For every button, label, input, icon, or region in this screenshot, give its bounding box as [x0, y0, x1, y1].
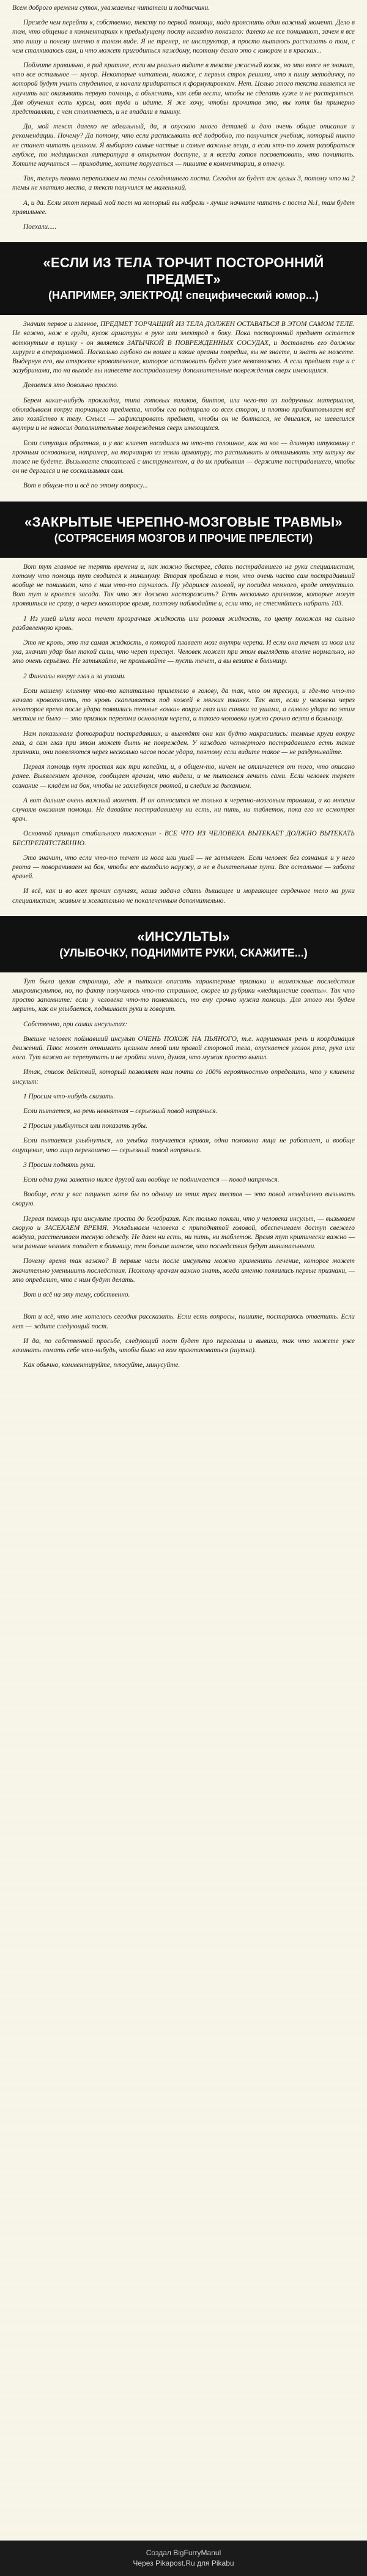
section-banner-head-trauma [0, 502, 367, 558]
section-paragraph: 2 Просим улыбнуться или показать зубы. [23, 1122, 147, 1130]
section-title: «ЕСЛИ ИЗ ТЕЛА ТОРЧИТ ПОСТОРОННИЙ ПРЕДМЕТ» [43, 255, 324, 287]
section-body-strokes [0, 974, 367, 1309]
section-subtitle: (СОТРЯСЕНИЯ МОЗГОВ И ПРОЧИЕ ПРЕЛЕСТИ) [54, 531, 313, 544]
section-paragraph: 1 Из ушей и/или носа течет прозрачная жидкость или розовая жидкость, по цвету похожая на сильно разбавленную кровь. [12, 615, 355, 632]
section-banner-strokes [0, 916, 367, 972]
section-paragraph: Собственно, при самих инсультах: [23, 1020, 128, 1028]
section-paragraph: И всё, как и во всех прочих случаях, наша задача сдать дышащее и моргающее сердечное тело на руки специалистам, живым и желательно не покалеченным дополнительно. [12, 887, 355, 905]
section-title: «ЗАКРЫТЫЕ ЧЕРЕПНО-МОЗГОВЫЕ ТРАВМЫ» [24, 514, 343, 530]
intro-paragraph: А, и да. Если этот первый мой пост на который вы набрели - лучше начните читать с поста №1, там будет правильнее. [12, 199, 355, 216]
intro-paragraph: Да, мой текст далеко не идеальный, да, я опускаю много деталей и даю очень общие описания и рекомендации. Почему? Да потому, что если расписывать всё подробно, то получится учебник, который никто не станет читать целиком. Я выбираю самые частые и самые важные вещи, а если кто-то хочет разобраться глубже, то медицинская литература в открытом доступе, и я всегда готов посоветовать, что почитать. Хотите научиться — приходите, хотите поругаться — пишите в комментарии, я отвечу. [12, 123, 355, 168]
section-paragraph: Это не кровь, это та самая жидкость, в которой плавает мозг внутри черепа. И если она течет из носа или уха, значит удар был такой силы, что череп треснул. Человек может при этом выглядеть вполне нормально, но это очень серьёзно. Не затыкайте, не промывайте — пусть течет, а вы везите в больницу. [12, 638, 355, 665]
section-subtitle: (НАПРИМЕР, ЭЛЕКТРОД! специфический юмор...) [48, 289, 319, 302]
outro-block [0, 1309, 367, 1379]
footer-author-line: Создал BigFurryManul [146, 2548, 221, 2557]
section-paragraph: Внешне человек поймавший инсульт ОЧЕНЬ ПОХОЖ НА ПЬЯНОГО, т.е. нарушенная речь и координация движений. Плюс может отнимать целиком левой или правой стороной тела, опускается уголок рта, рука или нога. Тут важно не перепутать и не пройти мимо, думая, что мужик просто выпил. [12, 1035, 355, 1062]
section-paragraph: Вообще, если у вас пациент хотя бы по одному из этих трех тестов — это повод немедленно вызывать скорую. [12, 1191, 355, 1208]
section-paragraph: Берем какие-нибудь прокладки, типа готовых валиков, бинтов, или чего-то из подручных материалов, обкладываем вокруг торчащего предмета, чтобы его подпирало со всех сторон, и плотно прибинтовываем всё это хозяйство к телу. Смысл — зафиксировать предмет, чтобы он не болтался, не двигался, не шевелился внутри и не наносил дополнительные повреждения сверх имеющихся. [12, 396, 355, 432]
intro-paragraph: Поехали..... [23, 223, 57, 231]
outro-paragraph: Вот и всё, что мне хотелось сегодня рассказать. Если есть вопросы, пишите, постараюсь ответить. Если нет — ждите следующий пост. [12, 1313, 355, 1330]
section-paragraph: Значит первое и главное, ПРЕДМЕТ ТОРЧАЩИЙ ИЗ ТЕЛА ДОЛЖЕН ОСТАВАТЬСЯ В ЭТОМ САМОМ ТЕЛЕ. Не важно, нож в груди, кусок арматуры в руке или электрод в боку. Пока посторонний предмет остается воткнутым в тушку - он является ЗАТЫЧКОЙ В ПОВРЕЖДЕННЫХ СОСУДАХ, и доставать его должны хирурги в операционной. Насколько глубоко он вошел и какие органы повредил, вы не знаете, и знать не можете. Выдернув его, вы откроете кровотечение, которое остановить будет уже невозможно. А если предмет еще и с зазубринами, то на выходе вы нанесете пострадавшему дополнительные повреждения сверх имеющихся. [12, 320, 355, 375]
section-body-head-trauma [0, 559, 367, 915]
section-paragraph: 1 Просим что-нибудь сказать. [23, 1092, 116, 1100]
outro-paragraph: Как обычно, комментируйте, плюсуйте, минусуйте. [23, 1361, 180, 1369]
section-banner-foreign-object [0, 242, 367, 315]
section-paragraph: Если пытается улыбнуться, но улыбка получается кривая, одна половина лица не работает, и вообще ощущение, что лицо перекошено — серьезный повод напрячься. [12, 1137, 355, 1154]
section-paragraph: Это значит, что если что-то течет из носа или ушей — не затыкаем. Если человек без сознания и у него рвота — поворачиваем на бок, чтобы все выходило наружу, а не в дыхательные пути. Все остальное — забота врачей. [12, 854, 355, 881]
intro-block [0, 0, 367, 241]
intro-paragraph: Прежде чем перейти к, собственно, тексту по первой помощи, надо прояснить один важный момент. Дело в том, что общение в комментариях к предыдущему посту наглядно показало: далеко не все понимают, зачем я все это пишу и почему именно в таком виде. Я не тренер, не инструктор, я просто пытаюсь рассказать о том, с чем сталкиваюсь сам, и что может пригодиться каждому, поэтому делаю это с юмором и в красках... [12, 19, 355, 54]
section-paragraph: 2 Фингалы вокруг глаз и за ушами. [23, 672, 126, 680]
section-paragraph: Делается это довольно просто. [23, 382, 119, 390]
section-paragraph: Основной принцип стабильного положения - ВСЕ ЧТО ИЗ ЧЕЛОВЕКА ВЫТЕКАЕТ ДОЛЖНО ВЫТЕКАТЬ БЕСПРЕПЯТСТВЕННО. [12, 830, 355, 847]
section-title: «ИНСУЛЬТЫ» [137, 928, 230, 944]
section-paragraph: Первая помощь тут простая как три копейки, и, в общем-то, ничем не отличается от того, что описано ранее. Выявлением зрачков, сообщаем врачам, что видели, и не пытаемся лечить сами. Если человек теряет сознание — кладем на бок, чтобы не захлебнулся рвотой, и следим за дыханием. [12, 763, 355, 790]
section-paragraph: Почему время так важно? В первые часы после инсульта можно применить лечение, которое может значительно уменьшить последствия. Поэтому врачам важно знать, когда именно появились первые признаки, — это определит, что с ним будут делать. [12, 1257, 355, 1284]
section-paragraph: Если ситуация обратная, и у вас клиент насадился на что-то сплошное, как на кол — длинную штуковину с прочным основанием, например, на торчащую из земли арматуру, то распиливать и отламывать эту штуку вы тоже не будете. Вызываете спасателей с инструментом, а до их прибытия — держите пострадавшего, чтобы он не дергался и не соскальзывал сам. [12, 439, 355, 475]
section-paragraph: 3 Просим поднять руки. [23, 1161, 95, 1169]
section-paragraph: Вот тут главное не терять времени и, как можно быстрее, сдать пострадавшего на руки специалистам, потому что помощь тут сводится к минимуму. Вторая проблема в том, что очень часто сам пострадавший вообще не понимает, что с ним что-то случилось. Ну ударился головой, ну посидел немного, вроде отпустило. Вот тут и кроется засада. Так что же должно насторожить? Есть несколько признаков, которые могут проявиться не сразу, а через некоторое время, поэтому наблюдайте и, если что, не стесняйтесь набрать 103. [12, 563, 355, 608]
section-paragraph: Вот и всё на эту тему, собственно. [23, 1291, 130, 1299]
section-paragraph: Тут была целая страница, где я пытался описать характерные признаки и возможные последствия микроинсультов, но, по факту получилось что-то страшное, скорее из рубрики «медицинские советы». Так что просто запомните: если у человека что-то поменялось, то ему срочно нужна помощь. Для этого мы будем мерить, как он улыбается, поднимает руки и говорит. [12, 977, 355, 1013]
section-subtitle: (УЛЫБОЧКУ, ПОДНИМИТЕ РУКИ, СКАЖИТЕ...) [59, 946, 308, 959]
section-paragraph: Нам показывали фотографии пострадавших, и выглядят они как будто накрасились: темные круги вокруг глаз, а сам глаз при этом может быть не поврежден. У каждого четвертого пострадавшего есть такие признаки, они появляются через несколько часов после удара, поэтому если видите такое — не раздумывайте. [12, 730, 355, 756]
section-paragraph: Если одна рука заметно ниже другой или вообще не поднимается — повод напрячься. [23, 1176, 280, 1184]
section-paragraph: А вот дальше очень важный момент. И он относится не только к черепно-мозговым травмам, а ко многим случаям оказания помощи. Не давайте пострадавшему ни есть, ни пить, ни таблеток, пока его не осмотрел врач. [12, 796, 355, 823]
section-paragraph: Вот в общем-то и всё по этому вопросу... [23, 482, 148, 490]
footer-source-link[interactable]: Через Pikapost.Ru для Pikabu [133, 2559, 234, 2567]
outro-paragraph: И да, по собственной просьбе, следующий пост будет про переломы и вывихи, так что можете уже начинать ломать себе что-нибудь, чтобы было на ком практиковаться (шутка). [12, 1337, 355, 1354]
section-paragraph: Итак, список действий, который позволяет нам почти со 100% вероятностью определить, что у клиента инсульт: [12, 1068, 355, 1086]
section-paragraph: Первая помощь при инсульте проста до безобразия. Как только поняли, что у человека инсульт, — вызываем скорую и ЗАСЕКАЕМ ВРЕМЯ. Укладываем человека с приподнятой головой, обеспечиваем доступ свежего воздуха, расстегиваем тесную одежду. Не даем ни есть, ни пить, ни таблеток. Время тут критически важно — чем раньше человек попадет в больницу, тем больше шансов, что последствия будут минимальными. [12, 1215, 355, 1251]
section-paragraph: Если нашему клиенту что-то капитально прилетело в голову, да так, что он треснул, и где-то что-то начало кровоточить, то кровь скапливается под кожей в мягких тканях. Так вот, если у человека через некоторое время после удара появились темные «очки» вокруг глаз или синяки за ушами, а самого удара по этим местам не было — это признак перелома основания черепа, и такого человека нужно срочно везти в больницу. [12, 687, 355, 723]
greeting-paragraph: Всем доброго времени суток, уважаемые читатели и подписчики. [12, 4, 210, 12]
section-paragraph: Если пытается, но речь невнятная – серьезный повод напрячься. [23, 1108, 218, 1116]
intro-paragraph: Поймите правильно, я рад критике, если вы реально видите в тексте ужасный косяк, но это вовсе не значит, что все остальное — мусор. Некоторые читатели, похоже, с первых строк решили, что я пишу методичку, по которой будут учить студентов, и начали придираться к формулировкам. Нет. Целью этого текста является не научить вас оказывать первую помощь, а объяснить, как себя вести, чтобы не сделать хуже и не растеряться. Для обучения есть курсы, вот туда и идите. Я же хочу, чтобы прочитав это, вы хотя бы примерно представляли, с чем столкнетесь, и не впадали в панику. [12, 62, 355, 116]
intro-paragraph: Так, теперь плавно переползаем на темы сегодняшнего поста. Сегодня их будет аж целых 3, потому что на 2 темы не хватило места, а текст получился не маленький. [12, 175, 355, 192]
section-body-foreign-object [0, 316, 367, 500]
pikapost-footer [0, 2541, 367, 2576]
